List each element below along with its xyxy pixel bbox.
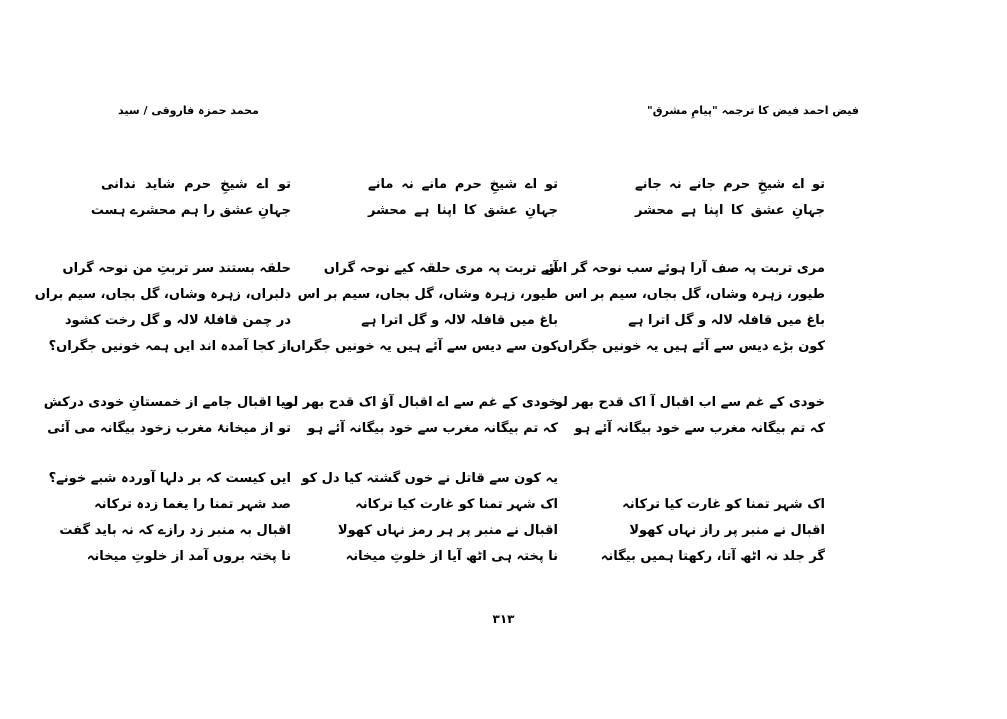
stanza <box>34 256 291 360</box>
verse-line: خودی کے غم سے اے اقبال آؤ اک قدح بھر لو <box>285 395 558 410</box>
stanza <box>48 466 291 570</box>
verse-line: طیور، زہرہ وشاں، گل بجاں، سیم بر اس <box>564 287 825 302</box>
verse-line: دلبراں، زہرہ وشاں، گل بجاں، سیم براں <box>34 287 291 302</box>
verse-line: نا پختہ ہی اٹھ آیا از خلوتِ میخانہ <box>345 549 558 564</box>
verse-line: جہانِ عشق را ہم محشرے ہست <box>90 203 291 218</box>
stanza <box>554 390 825 442</box>
stanza <box>285 390 558 442</box>
stanza <box>600 492 825 570</box>
verse-line: کہ تم بیگانہ مغرب سے خود بیگانہ آئے ہو <box>307 421 558 436</box>
verse-line: ایں کیست کہ بر دلہا آوردہ شبے خونے؟ <box>48 471 291 486</box>
stanza <box>301 466 558 570</box>
verse-line: باغ میں قافلہ لالہ و گل اترا ہے <box>628 313 825 328</box>
verse-line: اقبال نے منبر پر راز نہاں کھولا <box>629 523 825 538</box>
verse-line: تو اے شیخِ حرم جانے نہ جانے <box>635 177 825 192</box>
verse-line: نا پختہ بروں آمد از خلوتِ میخانہ <box>86 549 291 564</box>
verse-line: خودی کے غم سے اب اقبال آ اک قدح بھر لو <box>554 395 825 410</box>
verse-line: از کجا آمدہ اند ایں ہمہ خونیں جگراں؟ <box>48 339 291 354</box>
verse-line: کون بڑے دیس سے آئے ہیں یہ خونیں جگراں <box>557 339 825 354</box>
verse-line: باغ میں قافلہ لالہ و گل اترا ہے <box>361 313 558 328</box>
stanza <box>43 390 291 442</box>
verse-line: بیا اقبال جامے از خمستانِ خودی درکش <box>43 395 291 410</box>
verse-line: جہانِ عشق کا اپنا ہے محشر <box>635 203 825 218</box>
stanza <box>544 256 825 360</box>
verse-line: طیور، زہرہ وشاں، گل بجاں، سیم بر اس <box>297 287 558 302</box>
verse-line: تو اے شیخِ حرم مانے نہ مانے <box>368 177 558 192</box>
stanza <box>90 172 291 224</box>
verse-line: گر جلد نہ اٹھ آتا، رکھتا ہمیں بیگانہ <box>600 549 825 564</box>
stanza <box>290 256 558 360</box>
stanza <box>635 172 825 224</box>
verse-line: تو از میخانۂ مغرب زخود بیگانہ می آئی <box>47 421 291 436</box>
verse-line: اک شہر تمنا کو غارت کیا ترکانہ <box>622 497 825 512</box>
running-header-author: محمد حمزہ فاروقی / سید <box>118 104 259 117</box>
verse-line: در چمن قافلۂ لالہ و گل رخت کشود <box>64 313 291 328</box>
verse-line: آئے تربت پہ مری حلقہ کیے نوحہ گراں <box>323 261 558 276</box>
verse-line: جہانِ عشق کا اپنا ہے محشر <box>368 203 558 218</box>
verse-line: اقبال بہ منبر زد رازے کہ نہ باید گفت <box>59 523 291 538</box>
verse-line: تو اے شیخِ حرم شاید ندانی <box>101 177 291 192</box>
verse-line: اقبال نے منبر پر ہر رمز نہاں کھولا <box>337 523 558 538</box>
verse-line: مری تربت پہ صف آرا ہوئے سب نوحہ گر اس <box>544 261 825 276</box>
stanza <box>368 172 558 224</box>
verse-line: حلقہ بستند سر تربتِ من نوحہ گراں <box>62 261 291 276</box>
running-header-title: فیض احمد فیض کا ترجمہ "پیامِ مشرق" <box>646 104 859 117</box>
verse-line: صد شہر تمنا را یغما زدہ ترکانہ <box>94 497 291 512</box>
verse-line: یہ کون سے قاتل نے خوں گشتہ کیا دل کو <box>301 471 558 486</box>
verse-line: کون سے دیس سے آئے ہیں یہ خونیں جگراں <box>290 339 558 354</box>
verse-line: کہ تم بیگانہ مغرب سے خود بیگانہ آئے ہو <box>574 421 825 436</box>
verse-line: اک شہر تمنا کو غارت کیا ترکانہ <box>355 497 558 512</box>
page-number: ۳۱۳ <box>492 612 515 626</box>
